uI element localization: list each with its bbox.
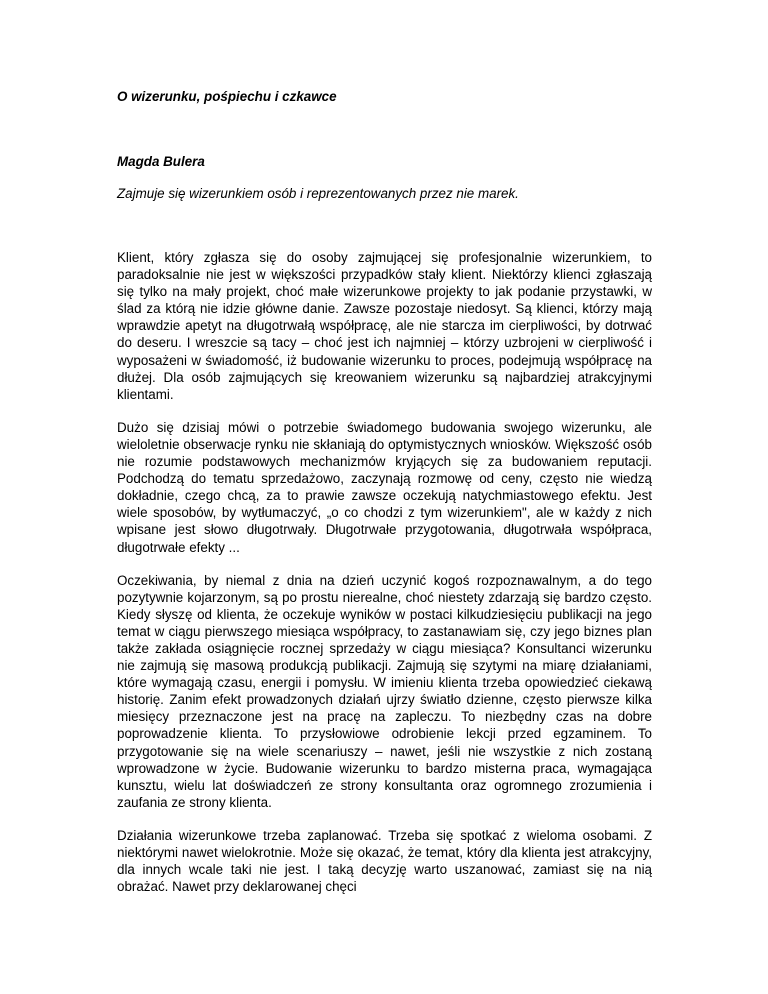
document-page xyxy=(117,88,652,911)
document-title: O wizerunku, pośpiechu i czkawce xyxy=(117,89,337,104)
author-description: Zajmuje się wizerunkiem osób i reprezentowanych przez nie marek. xyxy=(117,186,519,201)
paragraph-4: Działania wizerunkowe trzeba zaplanować. Trzeba się spotkać z wieloma osobami. Z niektórymi nawet wielokrotnie. Może się okazać, że temat, który dla klienta jest atrakcyjny, dla innych wcale taki nie jest. I taką decyzję warto uszanować, zamiast się na nią obrażać. Nawet przy deklarowanej chęci xyxy=(117,827,652,895)
author-name: Magda Bulera xyxy=(117,154,205,169)
paragraph-1: Klient, który zgłasza się do osoby zajmującej się profesjonalnie wizerunkiem, to paradoksalnie nie jest w większości przypadków stały klient. Niektórzy klienci zgłaszają się tylko na mały projekt, choć małe wizerunkowe projekty to jak podanie przystawki, w ślad za którą nie idzie główne danie. Zawsze pozostaje niedosyt. Są klienci, którzy mają wprawdzie apetyt na długotrwałą współpracę, ale nie starcza im cierpliwości, by dotrwać do deseru. I wreszcie są tacy – choć jest ich najmniej – którzy uzbrojeni w cierpliwość i wyposażeni w świadomość, iż budowanie wizerunku to proces, podejmują współpracę na dłużej. Dla osób zajmujących się kreowaniem wizerunku są najbardziej atrakcyjnymi klientami. xyxy=(117,250,652,402)
paragraph-2: Dużo się dzisiaj mówi o potrzebie świadomego budowania swojego wizerunku, ale wieloletnie obserwacje rynku nie skłaniają do optymistycznych wniosków. Większość osób nie rozumie podstawowych mechanizmów kryjących się za budowaniem reputacji. Podchodzą do tematu sprzedażowo, zaczynają rozmowę od ceny, często nie wiedzą dokładnie, czego chcą, za to prawie zawsze oczekują natychmiastowego efektu. Jest wiele sposobów, by wytłumaczyć, „o co chodzi z tym wizerunkiem", ale w każdy z nich wpisane jest słowo długotrwały. Długotrwałe przygotowania, długotrwała współpraca, długotrwałe efekty ... xyxy=(117,419,652,555)
paragraph-3: Oczekiwania, by niemal z dnia na dzień uczynić kogoś rozpoznawalnym, a do tego pozytywnie kojarzonym, są po prostu nierealne, choć niestety zdarzają się bardzo często. Kiedy słyszę od klienta, że oczekuje wyników w postaci kilkudziesięciu publikacji na jego temat w ciągu pierwszego miesiąca współpracy, to zastanawiam się, czy jego biznes plan także zakłada osiągnięcie rocznej sprzedaży w ciągu miesiąca? Konsultanci wizerunku nie zajmują się masową produkcją publikacji. Zajmują się szytymi na miarę działaniami, które wymagają czasu, energii i pomysłu. W imieniu klienta trzeba opowiedzieć ciekawą historię. Zanim efekt prowadzonych działań ujrzy światło dzienne, często pierwsze kilka miesięcy przeznaczone jest na pracę na zapleczu. To niezbędny czas na dobre poprowadzenie klienta. To przysłowiowe odrobienie lekcji przed egzaminem. To przygotowanie się na wiele scenariuszy – nawet, jeśli nie wszystkie z nich zostaną wprowadzone w życie. Budowanie wizerunku to bardzo misterna praca, wymagająca kunsztu, wielu lat doświadczeń ze strony konsultanta oraz ogromnego zrozumienia i zaufania ze strony klienta. xyxy=(117,572,652,810)
